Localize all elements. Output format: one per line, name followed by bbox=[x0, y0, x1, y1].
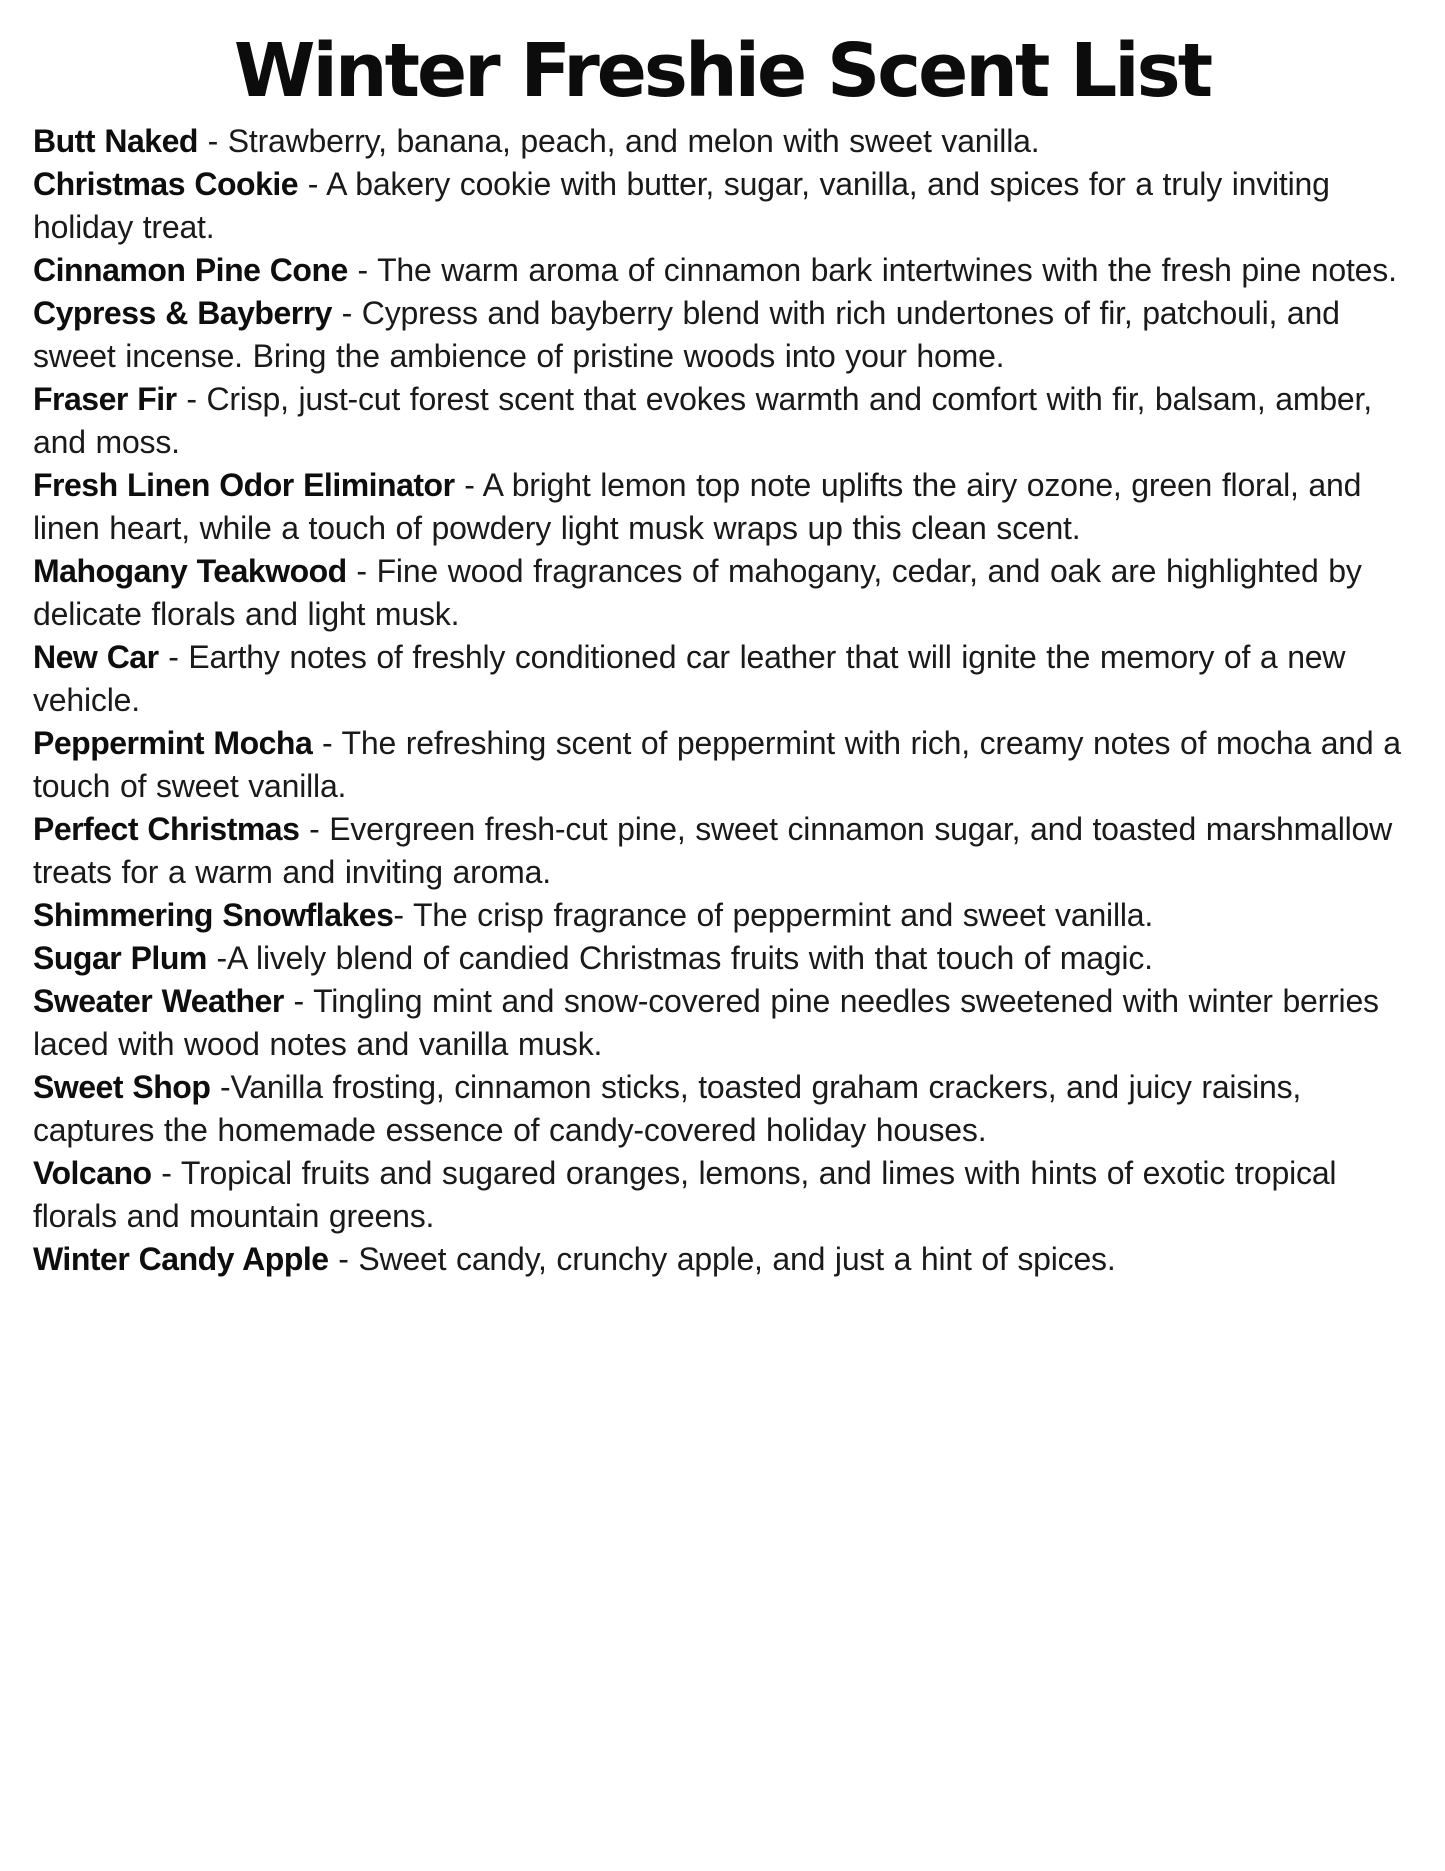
scent-name: Perfect Christmas bbox=[33, 811, 300, 847]
scent-separator: - bbox=[283, 983, 314, 1019]
scent-separator: - bbox=[346, 553, 377, 589]
scent-entry bbox=[33, 292, 1411, 378]
scent-description: Tingling mint and snow-covered pine needles sweetened with winter berries laced with wood notes and vanilla musk. bbox=[33, 983, 1389, 1062]
scent-entry bbox=[33, 722, 1411, 808]
scent-entry bbox=[33, 464, 1411, 550]
scent-separator: - bbox=[151, 1155, 181, 1191]
scent-description: Sweet candy, crunchy apple, and just a hint of spices. bbox=[358, 1241, 1116, 1277]
scent-name: Fraser Fir bbox=[33, 381, 177, 417]
scent-separator: - bbox=[299, 811, 330, 847]
scent-entry bbox=[33, 120, 1411, 163]
scent-description: Tropical fruits and sugared oranges, lemons, and limes with hints of exotic tropical florals and mountain greens. bbox=[33, 1155, 1347, 1234]
scent-separator: - bbox=[328, 1241, 359, 1277]
scent-name: Fresh Linen Odor Eliminator bbox=[33, 467, 455, 503]
scent-name: Cinnamon Pine Cone bbox=[33, 252, 348, 288]
scent-separator: - bbox=[331, 295, 362, 331]
scent-separator: - bbox=[454, 467, 483, 503]
scent-entry bbox=[33, 636, 1411, 722]
scent-separator: - bbox=[312, 725, 342, 761]
scent-separator: - bbox=[158, 639, 189, 675]
scent-separator: - bbox=[393, 897, 413, 933]
scent-entry bbox=[33, 550, 1411, 636]
scent-name: Shimmering Snowflakes bbox=[33, 897, 394, 933]
scent-description: The refreshing scent of peppermint with rich, creamy notes of mocha and a touch of sweet vanilla. bbox=[33, 725, 1411, 804]
scent-entry bbox=[33, 1238, 1411, 1281]
scent-name: New Car bbox=[33, 639, 159, 675]
scent-entry bbox=[33, 249, 1411, 292]
scent-description: The crisp fragrance of peppermint and sweet vanilla. bbox=[412, 897, 1154, 933]
scent-name: Sugar Plum bbox=[33, 940, 207, 976]
scent-name: Volcano bbox=[33, 1155, 152, 1191]
scent-entry bbox=[33, 937, 1411, 980]
scent-description: Vanilla frosting, cinnamon sticks, toasted graham crackers, and juicy raisins, captures the homemade essence of candy-covered holiday houses. bbox=[33, 1069, 1311, 1148]
scent-description: Evergreen fresh-cut pine, sweet cinnamon sugar, and toasted marshmallow treats for a warm and inviting aroma. bbox=[33, 811, 1402, 890]
scent-separator: - bbox=[176, 381, 207, 417]
scent-entry bbox=[33, 1152, 1411, 1238]
scent-name: Mahogany Teakwood bbox=[33, 553, 347, 589]
scent-description: Cypress and bayberry blend with rich undertones of fir, patchouli, and sweet incense. Bring the ambience of pristine woods into your home. bbox=[33, 295, 1350, 374]
scent-description: Fine wood fragrances of mahogany, cedar, and oak are highlighted by delicate florals and light musk. bbox=[33, 553, 1372, 632]
scent-separator: - bbox=[210, 1069, 231, 1105]
scent-description: Earthy notes of freshly conditioned car leather that will ignite the memory of a new vehicle. bbox=[33, 639, 1355, 718]
scent-name: Winter Candy Apple bbox=[33, 1241, 329, 1277]
scent-separator: - bbox=[197, 123, 228, 159]
scent-name: Peppermint Mocha bbox=[33, 725, 313, 761]
scent-description: Crisp, just-cut forest scent that evokes warmth and comfort with fir, balsam, amber, and moss. bbox=[33, 381, 1382, 460]
scent-name: Sweet Shop bbox=[33, 1069, 211, 1105]
page-title: Winter Freshie Scent List bbox=[233, 28, 1211, 114]
scent-separator: - bbox=[298, 166, 327, 202]
scent-description: A bright lemon top note uplifts the airy ozone, green floral, and linen heart, while a touch of powdery light musk wraps up this clean scent. bbox=[33, 467, 1371, 546]
scent-entry bbox=[33, 808, 1411, 894]
scent-entry bbox=[33, 894, 1411, 937]
scent-description: A lively blend of candied Christmas fruits with that touch of magic. bbox=[226, 940, 1153, 976]
scent-name: Cypress & Bayberry bbox=[33, 295, 332, 331]
scent-entry bbox=[33, 1066, 1411, 1152]
scent-entry bbox=[33, 163, 1411, 249]
scent-description: Strawberry, banana, peach, and melon with sweet vanilla. bbox=[227, 123, 1040, 159]
scent-entry bbox=[33, 980, 1411, 1066]
scent-separator: - bbox=[347, 252, 378, 288]
scent-description: The warm aroma of cinnamon bark intertwines with the fresh pine notes. bbox=[377, 252, 1397, 288]
scent-description: A bakery cookie with butter, sugar, vanilla, and spices for a truly inviting holiday treat. bbox=[33, 166, 1340, 245]
scent-name: Butt Naked bbox=[33, 123, 198, 159]
scent-name: Christmas Cookie bbox=[33, 166, 299, 202]
scent-name: Sweater Weather bbox=[33, 983, 284, 1019]
scent-list bbox=[33, 120, 1411, 1281]
scent-entry bbox=[33, 378, 1411, 464]
scent-separator: - bbox=[206, 940, 227, 976]
